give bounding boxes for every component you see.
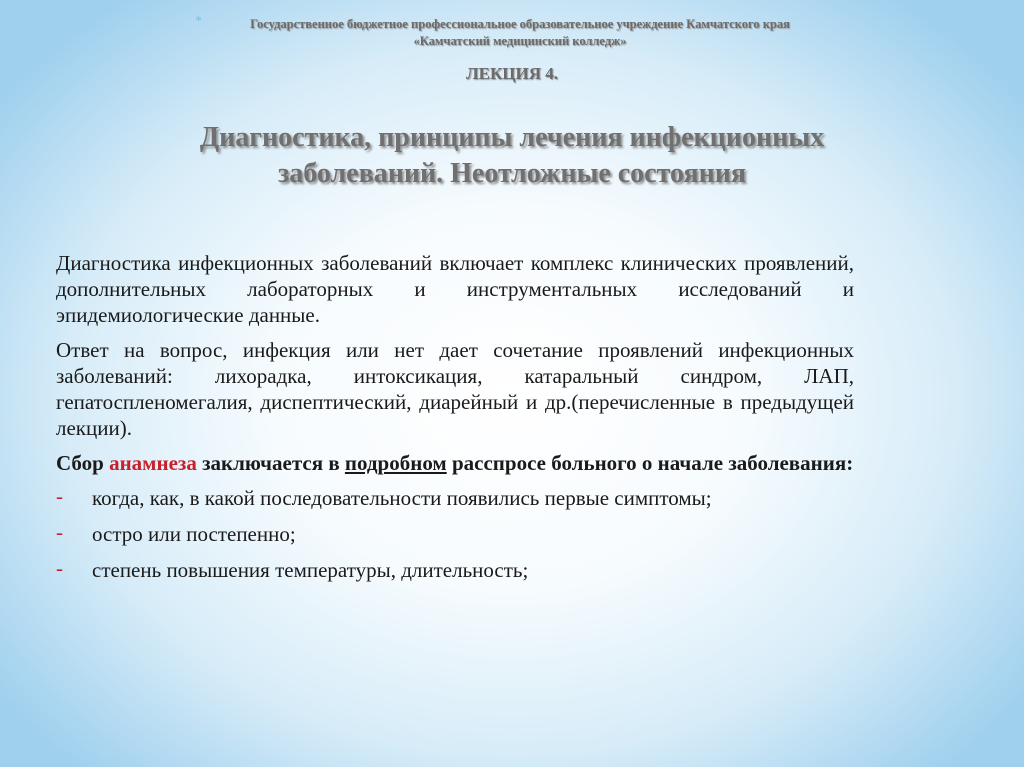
- list-item: [56, 521, 854, 547]
- paragraph-infection-answer: Ответ на вопрос, инфекция или нет дает сочетание проявлений инфекционных заболеваний: лихорадка, интоксикация, катаральный синдром, ЛАП, гепатоспленомегалия, диспептический, диарейный и др.(перечисленные в предыдущей лекции).: [56, 338, 854, 440]
- dash-bullet-icon: -: [56, 556, 63, 580]
- paragraph-diagnostics: Диагностика инфекционных заболеваний включает комплекс клинических проявлений, дополнительных лабораторных и инструментальных исследований и эпидемиологические данные.: [56, 251, 854, 327]
- dash-bullet-icon: -: [56, 520, 63, 544]
- paragraph-anamnesis: [56, 450, 854, 476]
- list-item-text: степень повышения температуры, длительность;: [92, 558, 529, 582]
- slide-body: [56, 250, 854, 593]
- anamnesis-highlight: анамнеза: [109, 451, 197, 475]
- dash-bullet-icon: -: [56, 484, 63, 508]
- lecture-number: ЛЕКЦИЯ 4.: [465, 64, 559, 83]
- institution-header: [210, 16, 830, 50]
- slide-title-line1: Диагностика, принципы лечения инфекционных: [199, 122, 825, 153]
- institution-name: Государственное бюджетное профессиональное образовательное учреждение Камчатского края: [250, 17, 790, 31]
- list-item-text: остро или постепенно;: [92, 522, 296, 546]
- slide-title-line2: заболеваний. Неотложные состояния: [277, 158, 747, 189]
- anamnesis-underlined: подробном: [344, 451, 447, 475]
- anamnesis-text-1: Сбор: [56, 451, 110, 475]
- list-item: [56, 557, 854, 583]
- list-item-text: когда, как, в какой последовательности появились первые симптомы;: [92, 486, 712, 510]
- slide-title: [60, 120, 964, 192]
- anamnesis-text-2: заключается в: [196, 451, 345, 475]
- anamnesis-text-3: расспросе больного о начале заболевания:: [446, 451, 854, 475]
- college-name: «Камчатский медицинский колледж»: [413, 34, 627, 48]
- anamnesis-question-list: [56, 485, 854, 583]
- star-decoration: *: [195, 14, 202, 29]
- list-item: [56, 485, 854, 511]
